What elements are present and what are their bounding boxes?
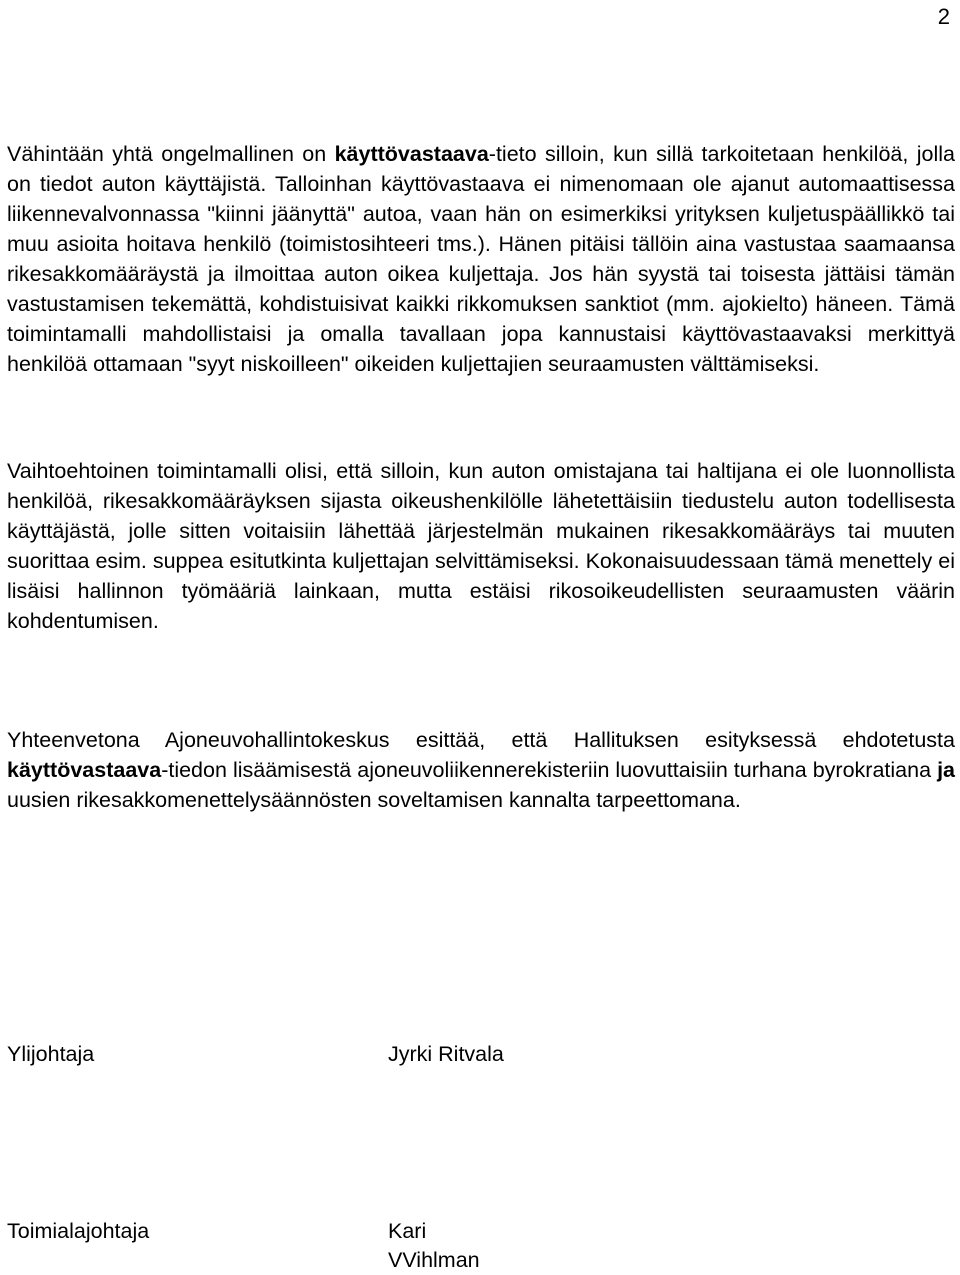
paragraph-1-text-rest: -tieto silloin, kun sillä tarkoitetaan henkilöä, jolla on tiedot auton käyttäjistä. Talloinhan käyttövastaava ei nimenomaan ole ajanut automaattisessa liikennevalvonnassa "kiinni jäänyttä" autoa, vaan hän on esimerkiksi yrityksen kuljetuspäällikkö tai muu asioita hoitava henkilö (toimistosihteeri tms.). Hänen pitäisi tällöin aina vastustaa saamaansa rikesakkomääräystä ja ilmoittaa auton oikea kuljettaja. Jos hän syystä tai toisesta jättäisi tämän vastustamisen tekemättä, kohdistuisivat kaikki rikkomuksen sanktiot (mm. ajokielto) häneen. Tämä toimintamalli mahdollistaisi ja omalla tavallaan jopa kannustaisi käyttövastaavaksi merkittyä henkilöä ottamaan "syyt niskoilleen" oikeiden kuljettajien seuraamusten välttämiseksi. [7,142,955,376]
paragraph-3-bold-term: käyttövastaava [7,758,162,782]
paragraph-kayttovastaava-problem [7,139,955,379]
paragraph-3-text-middle: -tiedon lisäämisestä ajoneuvoliikennerekisteriin luovuttaisiin turhana byrokratiana [161,758,938,782]
paragraph-summary [7,725,955,815]
page-number: 2 [937,4,950,29]
signatory-title-division-director: Toimialajohtaja [7,1219,150,1243]
signatory-name-2-last: VVihlman [388,1248,480,1272]
paragraph-1-text-start: Vähintään yhtä ongelmallinen on [7,142,335,166]
paragraph-alternative-model: Vaihtoehtoinen toimintamalli olisi, että silloin, kun auton omistajana tai haltijana ei ole luonnollista henkilöä, rikesakkomääräyksen sijasta oikeushenkilölle lähetettäisiin tiedustelu auton todellisesta käyttäjästä, jolle sitten voitaisiin lähettää järjestelmän mukainen rikesakkomääräys tai muuten suorittaa esim. suppea esitutkinta kuljettajan selvittämiseksi. Kokonaisuudessaan tämä menettely ei lisäisi hallinnon työmääriä lainkaan, mutta estäisi rikosoikeudellisten seuraamusten väärin kohdentumisen. [7,459,955,633]
paragraph-1-bold-term: käyttövastaava [334,142,489,166]
paragraph-3-bold-ja: ja [937,758,955,782]
signatory-name-1: Jyrki Ritvala [388,1042,504,1066]
paragraph-3-text-start: Yhteenvetona Ajoneuvohallintokeskus esittää, että Hallituksen esityksessä ehdotetusta [7,728,955,752]
signatory-name-2-first: Kari [388,1219,427,1243]
signatory-title-director-general: Ylijohtaja [7,1042,95,1066]
paragraph-3-text-end: uusien rikesakkomenettelysäännösten soveltamisen kannalta tarpeettomana. [7,788,741,812]
